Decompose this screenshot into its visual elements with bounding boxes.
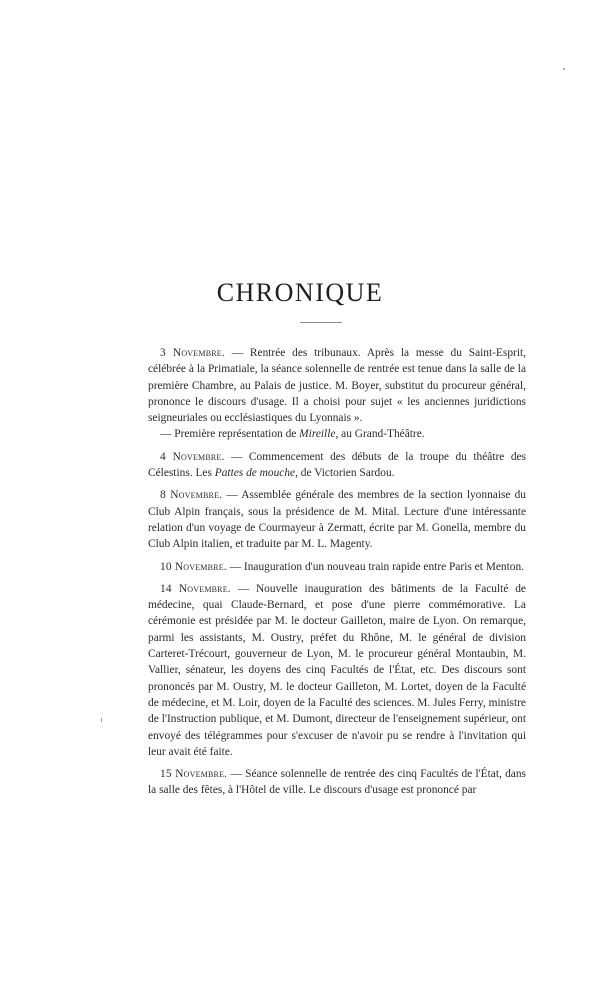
entry-date: 15 Novembre.	[160, 768, 228, 781]
entry-date: 10 Novembre.	[160, 560, 227, 573]
entry-subline-prefix: — Première représentation de	[160, 428, 300, 441]
chronicle-entry-15-novembre	[148, 766, 526, 799]
entry-text: — Nouvelle inauguration des bâtiments de la Faculté de médecine, quai Claude-Bernard, et pose d'une pierre commémorative. La cérémonie est présidée par M. le docteur Gailleton, maire de Lyon. On remarque, parmi les assistants, M. Oustry, préfet du Rhône, M. le général de division Carteret-Trécourt, gouverneur de Lyon, M. le procureur général Montaubin, M. Vallier, sénateur, les doyens des cinq Facultés de l'État, etc. Des discours sont prononcés par M. Oustry, M. le docteur Gailleton, M. Lortet, doyen de la Faculté de médecine, et M. Loir, doyen de la Faculté des sciences. M. Jules Ferry, ministre de l'Instruction publique, et M. Dumont, directeur de l'enseignement supérieur, ont envoyé des télégrammes pour s'excuser de n'avoir pu se rendre à l'invitation qui leur avait été faite.	[148, 582, 526, 758]
chronicle-entry-4-novembre	[148, 449, 526, 482]
entry-text: — Inauguration d'un nouveau train rapide entre Paris et Menton.	[226, 560, 525, 573]
work-title: Mireille	[299, 428, 336, 441]
chronicle-entry-14-novembre	[148, 581, 526, 760]
paper-speck	[563, 68, 565, 70]
entry-date: 14 Novembre.	[160, 582, 231, 595]
page-title: CHRONIQUE	[216, 278, 384, 307]
entry-subline-suffix: , au Grand-Théâtre.	[335, 428, 425, 441]
paper-speck	[101, 718, 102, 722]
work-title: Pattes de mouche	[214, 467, 296, 480]
entry-text: — Assemblée générale des membres de la section lyonnaise du Club Alpin français, sous la présidence de M. Mital. Lecture d'une intéressante relation d'un voyage de Courmayeur à Zermatt, écrite par M. Gonella, membre du Club Alpin italien, et traduite par M. L. Magenty.	[148, 489, 526, 551]
entry-date: 3 Novembre.	[160, 347, 225, 359]
entry-text: — Rentrée des tribunaux. Après la messe du Saint-Esprit, célébrée à la Primatiale, la séance solennelle de rentrée est tenue dans la salle de la première Chambre, au Palais de justice. M. Boyer, substitut du procureur général, prononce le discours d'usage. Il a choisi pour sujet « les anciennes juridictions seigneuriales ou ecclésiastiques du Lyonnais ».	[148, 347, 526, 425]
chronicle-entry-8-novembre	[148, 487, 526, 552]
chronicle-body	[148, 345, 526, 805]
chronicle-entry-10-novembre	[148, 559, 526, 575]
entry-date: 8 Novembre.	[160, 489, 223, 502]
entry-subline	[148, 426, 526, 442]
entry-date: 4 Novembre.	[160, 450, 225, 463]
title-divider	[300, 322, 342, 323]
entry-text-end: , de Victorien Sardou.	[295, 467, 395, 480]
entry-text: — Commencement des débuts de la troupe du théâtre des Célestins. Les	[148, 450, 526, 480]
entry-text: — Séance solennelle de rentrée des cinq Facultés de l'État, dans la salle des fêtes, à l'Hôtel de ville. Le discours d'usage est prononcé par	[148, 768, 526, 797]
chronicle-entry-3-novembre	[148, 345, 526, 443]
